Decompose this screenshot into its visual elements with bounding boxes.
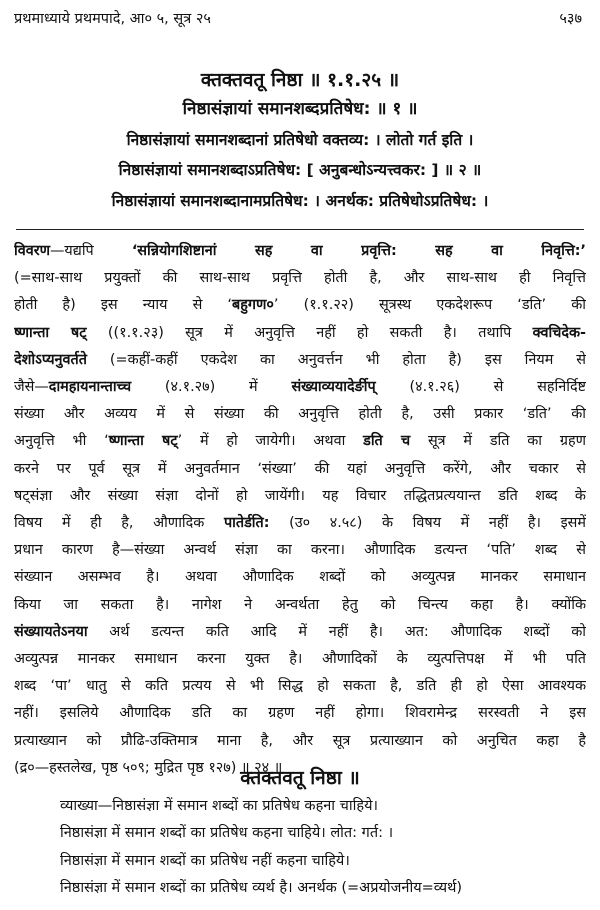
term-bold: पातेर्डति:: [223, 515, 270, 532]
text-run: —यद्यपि: [50, 243, 132, 259]
vivarana-line: [14, 428, 586, 455]
vivarana-line: [14, 700, 586, 727]
page-header: [14, 8, 586, 30]
term-bold: विवरण: [14, 243, 51, 259]
vivarana-paragraph: [14, 238, 586, 782]
vivarana-line: [14, 238, 586, 265]
vivarana-line: [14, 592, 586, 619]
text-run: अव्युत्पन्न मानकर समाधान करना युक्त है। औणादिकों के व्युत्पत्तिपक्ष में भी पति: [14, 651, 586, 668]
vivarana-line: [14, 320, 586, 347]
vyakhya-line-4: निष्ठासंज्ञा में समान शब्दों का प्रतिषेध व्यर्थ है। अनर्थक (=अप्रयोजनीय=व्यर्थ): [60, 880, 463, 896]
text-run: होती है) इस न्याय से ‘: [14, 297, 233, 314]
bhashya-line-2: निष्ठासंज्ञायां समानशब्दाऽप्रतिषेध: [ अनुबन्धोऽन्यत्त्वकर: ] ॥ २ ॥: [118, 161, 482, 179]
text-run: षट्संज्ञा और संख्या संज्ञा दोनों हो जायेंगी। यह विचार तद्धितप्रत्ययान्त डति शब्द के: [14, 487, 586, 504]
text-run: शब्द ‘पा’ धातु से कति प्रत्यय से भी सिद्ध हो सकता है, डति ही हो ऐसा आवश्यक: [14, 678, 586, 695]
text-run: विषय में ही है, औणादिक: [14, 515, 224, 532]
text-run: सूत्र में डति का ग्रहण: [410, 433, 586, 450]
term-bold: दामहायनान्ताच्च: [48, 379, 132, 396]
text-run: (४.१.२६) से सहनिर्दिष्ट: [375, 379, 586, 396]
text-run: नहीं। इसलिये औणादिक डति का ग्रहण नहीं होगा। शिवरामेन्द्र सरस्वती ने इस: [14, 705, 586, 722]
bhashya-line-1: निष्ठासंज्ञायां समानशब्दानां प्रतिषेधो वक्तव्य: । लोतो गर्त इति ।: [126, 131, 474, 149]
text-run: संख्यान असम्भव है। अथवा औणादिक शब्दों को अव्युत्पन्न मानकर समाधान: [14, 569, 586, 586]
text-run: प्रत्याख्यान को प्रौढि-उक्तिमात्र माना है, और सूत्र प्रत्याख्यान को अनुचित कहा है: [14, 732, 586, 749]
term-bold: ष्णान्ता षट्: [108, 433, 178, 450]
text-run: किया जा सकता है। नागेश ने अन्वर्थता हेतु को चिन्त्य कहा है। क्योंकि: [14, 596, 586, 613]
term-bold: बहुगण०: [232, 297, 274, 314]
term-bold: डति च: [363, 433, 411, 450]
vivarana-line: [14, 537, 586, 564]
text-run: (द्र०—हस्तलेख, पृष्ठ ५०९; मुद्रित पृष्ठ १२७) ॥ २४ ॥: [14, 759, 283, 776]
vyakhya-line-3: निष्ठासंज्ञा में समान शब्दों का प्रतिषेध नहीं कहना चाहिये।: [60, 853, 350, 869]
term-bold: ‘सन्नियोगशिष्टानां सह वा प्रवृत्ति: सह वा निवृत्ति:’: [131, 243, 586, 259]
vivarana-line: [14, 510, 586, 537]
text-run: ’ (१.१.२२) सूत्रस्थ एकदेशरूप ‘डति’ की: [273, 297, 586, 314]
vyakhya-line-2: निष्ठासंज्ञा में समान शब्दों का प्रतिषेध कहना चाहिये। लोत: गर्त: ।: [60, 825, 394, 841]
divider: [16, 229, 584, 230]
vyakhya-line-1: व्याख्या—निष्ठासंज्ञा में समान शब्दों का प्रतिषेध कहना चाहिये।: [60, 798, 378, 814]
term-bold: संख्याव्ययादेर्ङीप्: [291, 379, 376, 396]
page-number: ५३७: [559, 11, 582, 27]
vivarana-line: [14, 619, 586, 646]
vivarana-line: [14, 483, 586, 510]
text-run: जैसे—: [14, 379, 49, 396]
text-run: (=साथ-साथ प्रयुक्तों की साथ-साथ प्रवृत्ति होती है, और साथ-साथ ही निवृत्ति: [14, 270, 586, 287]
text-run: (४.१.२७) में: [131, 379, 292, 396]
bhashya-line-3: निष्ठासंज्ञायां समानशब्दानामप्रतिषेध: । अनर्थक: प्रतिषेधोऽप्रतिषेध: ।: [111, 192, 489, 210]
term-bold: ष्णान्ता षट्: [14, 324, 87, 341]
text-run: अर्थ डत्यन्त कति आदि में नहीं है। अत: औणादिक शब्दों को: [87, 623, 586, 640]
text-run: (उ० ४.५८) के विषय में नहीं है। इसमें: [269, 515, 586, 532]
varttika-1: निष्ठासंज्ञायां समानशब्दप्रतिषेध: ॥ १ ॥: [182, 99, 418, 119]
vivarana-line: [14, 646, 586, 673]
vivarana-line: [14, 292, 586, 319]
text-run: ’ में हो जायेगी। अथवा: [177, 433, 364, 450]
vivarana-line: [14, 728, 586, 755]
running-header: प्रथमाध्याये प्रथमपादे, आ० ५, सूत्र २५: [14, 11, 211, 27]
vivarana-line: [14, 564, 586, 591]
vivarana-line: [14, 265, 586, 292]
term-bold: क्वचिदेक-: [532, 324, 586, 341]
text-run: करने पर पूर्व सूत्र में अनुवर्तमान ‘संख्या’ की यहां अनुवृत्ति करेंगे, और चकार से: [14, 460, 586, 477]
text-run: संख्या और अव्यय में से संख्या की अनुवृत्ति होती है, उसी प्रकार ‘डति’ की: [14, 406, 586, 423]
text-run: अनुवृत्ति भी ‘: [14, 433, 109, 450]
sutra-heading: क्तक्तवतू निष्ठा ॥ १.१.२५ ॥: [200, 69, 400, 91]
sutra-heading-2: क्तक्तवतू निष्ठा ॥: [240, 767, 360, 789]
text-run: प्रधान कारण है—संख्या अन्वर्थ संज्ञा का करना। औणादिक डत्यन्त ‘पति’ शब्द से: [14, 542, 586, 559]
vivarana-line: [14, 374, 586, 401]
text-run: ((१.१.२३) सूत्र में अनुवृत्ति नहीं हो सकती है। तथापि: [86, 324, 533, 341]
term-bold: संख्यायतेऽनया: [14, 623, 88, 640]
term-bold: देशोऽप्यनुवर्तते: [14, 351, 87, 368]
text-run: (=कहीं-कहीं एकदेश का अनुवर्त्तन भी होता है) इस नियम से: [86, 351, 586, 368]
vivarana-line: [14, 347, 586, 374]
vivarana-line: [14, 673, 586, 700]
vivarana-line: [14, 401, 586, 428]
vivarana-line: [14, 456, 586, 483]
